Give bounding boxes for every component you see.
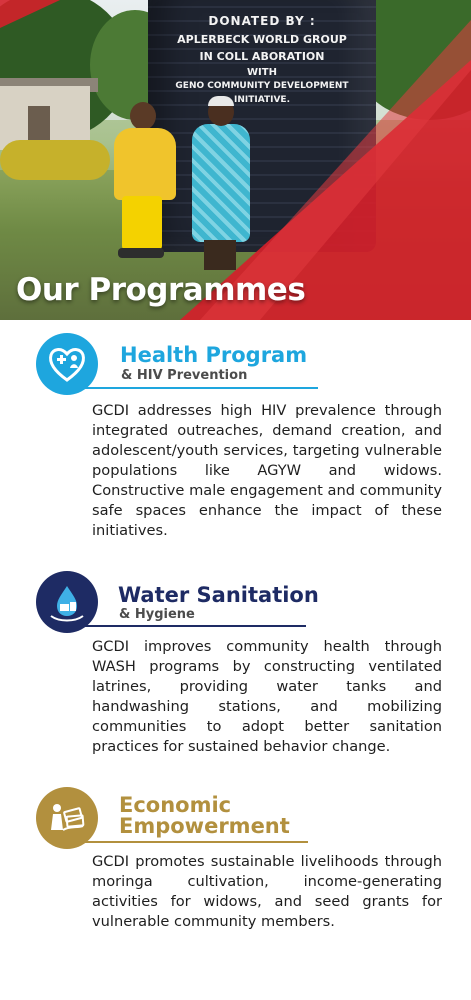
section-title: Health Program [120,343,308,367]
section-subtitle: & HIV Prevention [121,368,248,383]
section-body: GCDI improves community health through WASH programs by constructing ventilated latrines, providing water tanks and handwashing stations, and mobilizing communities to adopt better sanitation practices for sustained behavior change. [92,638,442,755]
money-hand-icon [36,787,98,849]
section-divider [60,387,318,389]
tank-sign-line: DONATED BY : [208,14,316,28]
tank-sign-line: APLERBECK WORLD GROUP [177,32,347,46]
section-divider [60,625,306,627]
hero-photo [0,0,471,320]
water-drop-icon [36,571,98,633]
section-title: Empowerment [119,814,290,838]
tank-sign-line: IN COLL ABORATION [199,49,325,63]
health-heart-icon [36,333,98,395]
section-title: Water Sanitation [118,583,319,607]
tank-sign-line: GENO COMMUNITY DEVELOPMENT [175,81,349,92]
section-body: GCDI addresses high HIV prevalence through integrated outreaches, demand creation, and adolescent/youth services, targeting vulnerable populations like AGYW and widows. Constructive male engagement and community safe spaces enhance the impact of these initiatives. [92,402,442,539]
tank-sign-line: INITIATIVE. [233,95,290,106]
section-title: Economic [119,793,232,817]
tank-sign-line: WITH [247,66,277,78]
section-body: GCDI promotes sustainable livelihoods through moringa cultivation, income-generating activities for widows, and seed grants for vulnerable community members. [92,853,442,930]
page-title: Our Programmes [16,272,306,308]
section-divider [60,841,308,843]
section-subtitle: & Hygiene [119,607,195,622]
